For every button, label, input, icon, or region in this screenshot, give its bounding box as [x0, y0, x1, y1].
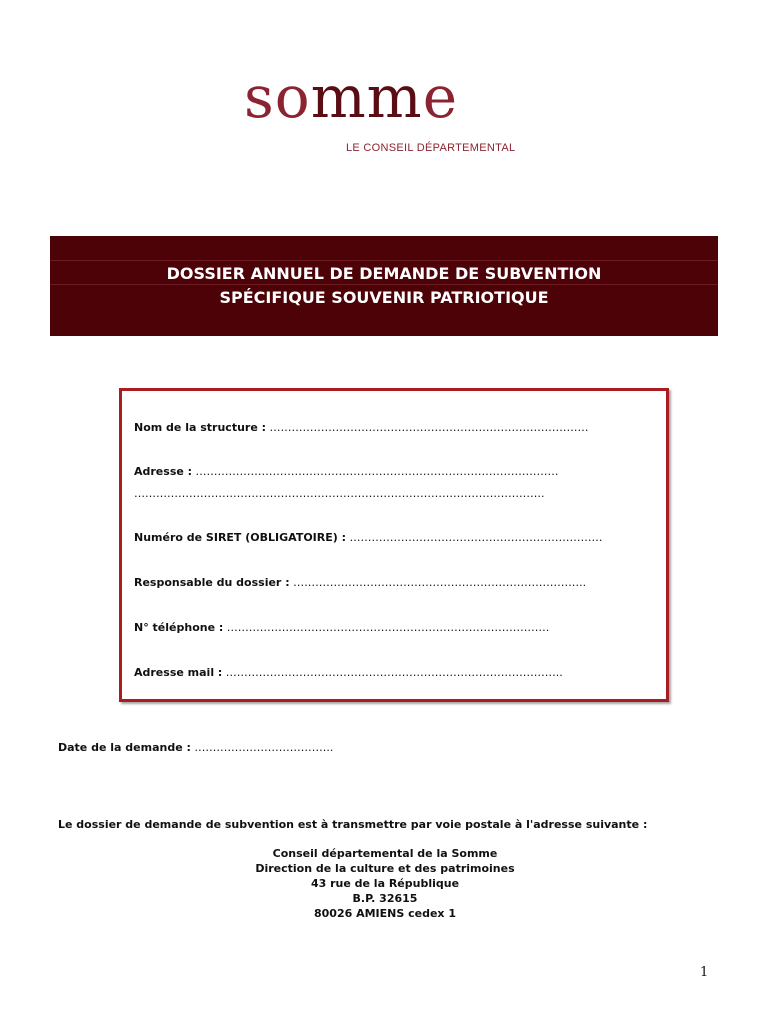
page-number: 1: [700, 965, 709, 980]
siret-blank: ……………………………………………………………: [346, 531, 603, 544]
address-line: Direction de la culture et des patrimoines: [255, 862, 515, 875]
telephone-field[interactable]: [134, 621, 549, 634]
adresse-field[interactable]: [134, 465, 559, 478]
title-line-2: SPÉCIFIQUE SOUVENIR PATRIOTIQUE: [219, 288, 549, 307]
siret-label: Numéro de SIRET (OBLIGATOIRE) :: [134, 531, 347, 544]
adresse-blank: ………………………………………………………………………………………: [192, 465, 559, 478]
date-label: Date de la demande :: [58, 741, 191, 754]
responsable-label: Responsable du dossier :: [134, 576, 290, 589]
document-title: [50, 262, 718, 310]
address-line: 43 rue de la République: [310, 877, 460, 890]
adresse-field-line-2[interactable]: [134, 487, 545, 500]
date-field[interactable]: [58, 741, 333, 754]
structure-field[interactable]: [134, 421, 589, 434]
applicant-info-box: [119, 388, 669, 702]
telephone-label: N° téléphone :: [134, 621, 224, 634]
postal-address: [0, 846, 770, 921]
structure-blank: ……………………………………………………………………………: [266, 421, 589, 434]
title-line-1: DOSSIER ANNUEL DE DEMANDE DE SUBVENTION: [166, 264, 602, 283]
banner-rule: [50, 260, 718, 261]
logo-wordmark: somme: [244, 63, 459, 131]
mail-label: Adresse mail :: [134, 666, 223, 679]
address-line: B.P. 32615: [352, 892, 418, 905]
somme-logo: [240, 62, 540, 162]
structure-label: Nom de la structure :: [134, 421, 267, 434]
mailing-instructions: Le dossier de demande de subvention est à transmettre par voie postale à l'adresse suivante :: [58, 818, 648, 831]
adresse-blank-2: ………………………………………………………………………………………………….: [134, 487, 545, 500]
responsable-blank: ……………………………………………………………………..: [289, 576, 587, 589]
mail-field[interactable]: [134, 666, 563, 679]
title-banner: [50, 236, 718, 336]
telephone-blank: …………………………………………………………………………….: [223, 621, 550, 634]
mail-blank: ………………………………………………………………………………..: [222, 666, 563, 679]
date-blank: ………………………………..: [190, 741, 334, 754]
adresse-label: Adresse :: [134, 465, 193, 478]
siret-field[interactable]: [134, 531, 603, 544]
logo-subtitle: LE CONSEIL DÉPARTEMENTAL: [346, 142, 516, 154]
address-line: 80026 AMIENS cedex 1: [313, 907, 457, 920]
responsable-field[interactable]: [134, 576, 586, 589]
address-line: Conseil départemental de la Somme: [272, 847, 498, 860]
